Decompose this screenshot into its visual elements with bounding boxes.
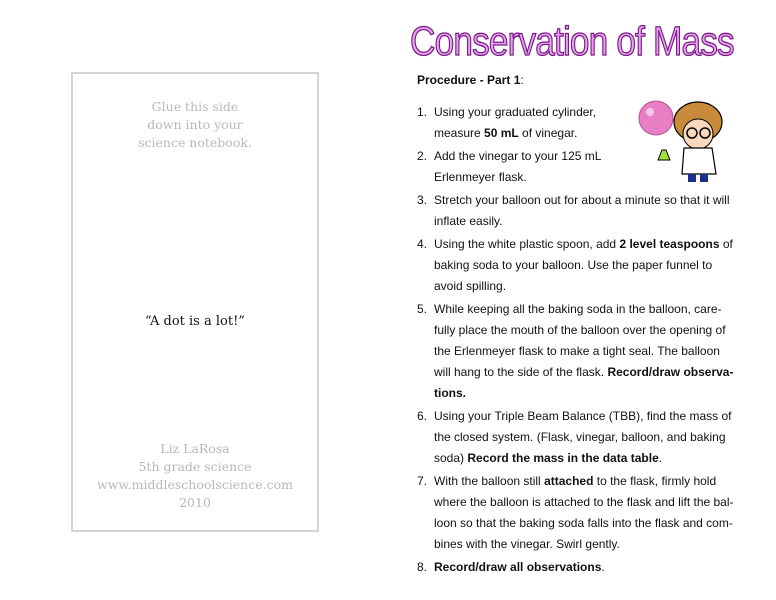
glue-line: down into your: [147, 117, 243, 132]
step-line: [434, 362, 737, 383]
step-text: of: [719, 237, 733, 251]
step-line: [434, 102, 737, 123]
glue-line: Glue this side: [151, 99, 239, 114]
step-line: [434, 276, 737, 297]
bold-text: Record/draw all observations: [434, 560, 602, 574]
procedure-step: [417, 471, 737, 555]
step-number: 2.: [417, 149, 428, 163]
procedure-colon: :: [520, 73, 524, 87]
procedure-step: [417, 406, 737, 469]
procedure-step: [417, 299, 737, 404]
step-line: [434, 146, 737, 167]
step-line: [434, 383, 737, 404]
step-text: the Erlenmeyer flask to make a tight seal. The balloon: [434, 344, 720, 358]
procedure-heading-text: Procedure - Part 1: [417, 73, 521, 87]
step-text: where the balloon is attached to the flask and lift the bal-: [434, 495, 734, 509]
step-number: 5.: [417, 302, 428, 316]
procedure-step: [417, 146, 737, 188]
step-number: 8.: [417, 560, 428, 574]
step-line: [434, 320, 737, 341]
author-grade: 5th grade science: [138, 459, 252, 474]
step-line: [434, 448, 737, 469]
step-line: [434, 534, 737, 555]
step-text: With the balloon still: [434, 474, 545, 488]
procedure-step: [417, 102, 737, 144]
step-line: [434, 234, 737, 255]
step-text: fully place the mouth of the balloon over the opening of: [434, 323, 726, 337]
step-number: 1.: [417, 105, 428, 119]
step-line: [434, 341, 737, 362]
step-text: Using the white plastic spoon, add: [434, 237, 620, 251]
step-text: bines with the vinegar. Swirl gently.: [434, 537, 620, 551]
step-text: Add the vinegar to your 125 mL: [434, 149, 602, 163]
step-text: While keeping all the baking soda in the balloon, care-: [434, 302, 722, 316]
step-line: [434, 513, 737, 534]
bold-text: 50 mL: [484, 126, 519, 140]
step-line: [434, 123, 737, 144]
step-text: to the flask, firmly hold: [593, 474, 717, 488]
step-text: Stretch your balloon out for about a minute so that it will: [434, 193, 730, 207]
step-text: soda): [434, 451, 468, 465]
step-line: [434, 167, 737, 188]
step-line: [434, 255, 737, 276]
procedure-heading: [417, 73, 524, 87]
glue-card: [71, 72, 319, 532]
glue-line: science notebook.: [138, 135, 252, 150]
step-text: will hang to the side of the flask.: [434, 365, 608, 379]
bold-text: Record the mass in the data table: [467, 451, 659, 465]
author-year: 2010: [179, 495, 211, 510]
step-text: Using your Triple Beam Balance (TBB), find the mass of: [434, 409, 732, 423]
step-line: [434, 471, 737, 492]
step-text: .: [601, 560, 605, 574]
step-text: Using your graduated cylinder,: [434, 105, 597, 119]
step-text: inflate easily.: [434, 214, 503, 228]
bold-text: tions.: [434, 386, 466, 400]
bold-text: 2 level teaspoons: [619, 237, 720, 251]
glue-instructions: [73, 98, 317, 152]
step-line: [434, 190, 737, 211]
step-number: 6.: [417, 409, 428, 423]
step-number: 3.: [417, 193, 428, 207]
step-line: [434, 211, 737, 232]
step-text: .: [658, 451, 663, 465]
step-line: [434, 492, 737, 513]
bold-text: attached: [544, 474, 594, 488]
step-line: [434, 427, 737, 448]
quote: “A dot is a lot!”: [145, 314, 245, 329]
procedure-step: [417, 557, 737, 578]
step-text: avoid spilling.: [434, 279, 507, 293]
step-text: measure: [434, 126, 485, 140]
procedure-steps: [417, 102, 737, 580]
step-line: [434, 299, 737, 320]
procedure-step: [417, 234, 737, 297]
step-text: the closed system. (Flask, vinegar, balloon, and baking: [434, 430, 726, 444]
author-website: www.middleschoolscience.com: [97, 477, 293, 492]
author-info: [73, 440, 317, 512]
step-line: [434, 557, 737, 578]
procedure-step: [417, 190, 737, 232]
step-text: baking soda to your balloon. Use the paper funnel to: [434, 258, 713, 272]
step-text: loon so that the baking soda falls into the flask and com-: [434, 516, 733, 530]
step-number: 4.: [417, 237, 428, 251]
author-name: Liz LaRosa: [160, 441, 230, 456]
step-text: Erlenmeyer flask.: [434, 170, 527, 184]
page-title: Conservation of Mass: [410, 18, 734, 64]
step-number: 7.: [417, 474, 428, 488]
step-line: [434, 406, 737, 427]
bold-text: Record/draw observa-: [607, 365, 734, 379]
step-text: of vinegar.: [518, 126, 578, 140]
